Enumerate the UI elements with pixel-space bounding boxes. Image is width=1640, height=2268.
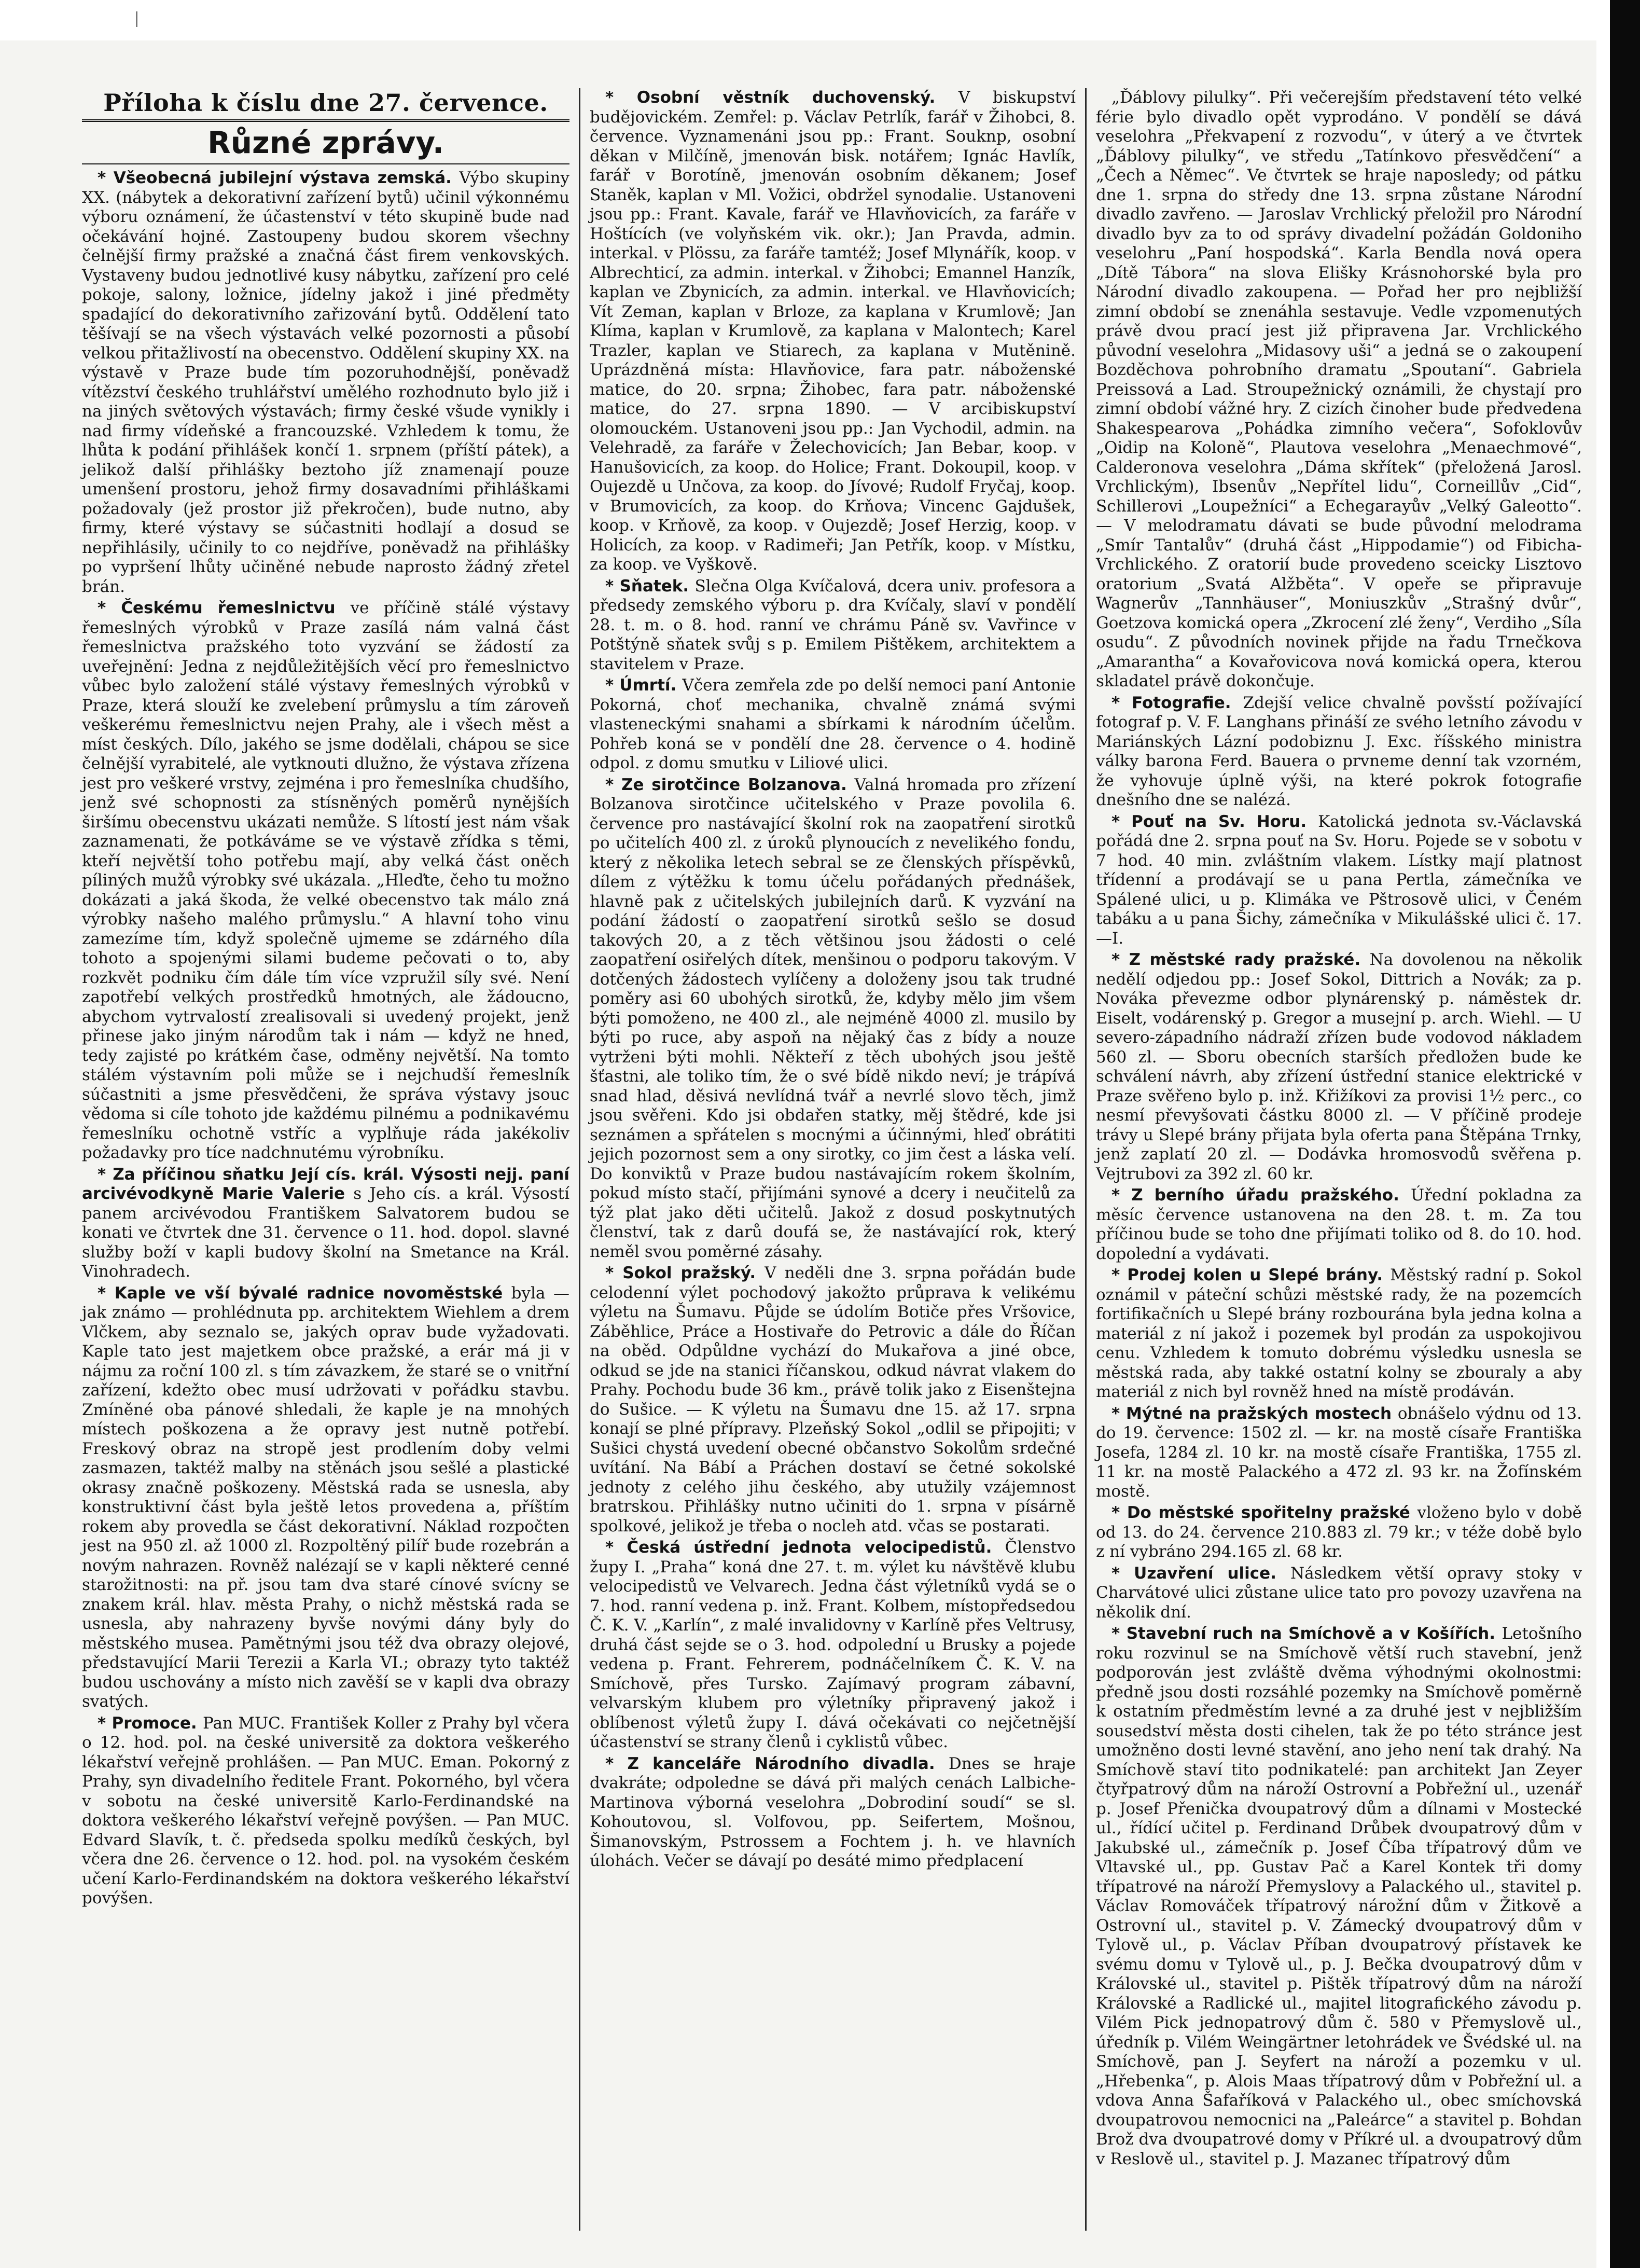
news-item-heading: * Osobní věstník duchovenský. (605, 88, 958, 107)
news-item (1096, 1564, 1582, 1623)
news-item-heading: * Uzavření ulice. (1111, 1564, 1290, 1583)
news-item-text: obnášelo výdnu od 13. do 19. července: 1502 zl. — kr. na mostě císaře Františka Josefa, 1284 zl. 10 kr. na mostě císaře Františka, 1755 zl. 11 kr. na mostě Palackého a 472 zl. 93 kr. na Žofínském mostě. (1096, 1404, 1582, 1501)
news-item-heading: * Sňatek. (605, 576, 695, 596)
news-item (590, 88, 1076, 575)
news-item-text: Slečna Olga Kvíčalová, dcera univ. profesora a předsedy zemského výboru p. dra Kvíčaly, slaví v pondělí 28. t. m. o 8. hod. ranní ve chrámu Páně sv. Vavřince v Potštýně sňatek svůj s p. Emilem Pištěkem, architektem a stavitelem v Praze. (590, 576, 1076, 673)
news-item-text: Letošního roku rozvinul se na Smíchově větší ruch stavební, jenž podporován jest zvláště dvěma výhodnými okolnostmi: předně jsou dosti rozsáhlé pozemky na Smíchově poměrně k ostatním předměstím levné a za druhé jest v nejbližším sousedství města dosti cihelen, tak že po této stránce jest umožněno dosti levné stavění, ano jeho není tak drahý. Na Smíchově staví tito podnikatelé: pan architekt Jan Zeyer čtyřpatrový dům na nároží Ostrovní a Pobřežní ul., uzenář p. Josef Přenička dvoupatrový dům a dílnami v Mostecké ul., řídící učitel p. Ferdinand Drůbek dvoupatrový dům v Jakubské ul., zámečník p. Josef Číba třípatrový dům ve Vltavské ul., pp. Gustav Pač a Karel Kontek tři domy třípatrové na nároží Přemyslovy a Palackého ul., stavitel p. Václav Romováček třípatrový nárožní dům v Žitkově a Ostrovní ul., stavitel p. V. Zámecký dvoupatrový dům v Tylově ul., p. Václav Příban dvoupatrový přístavek ke svému domu v Tylově ul., p. J. Bečka dvoupatrový dům v Královské ul., stavitel p. Pištěk třípatrový dům na nároží Královské a Radlické ul., majitel litografického závodu p. Vilém Pick jednopatrový dům č. 580 v Přemyslově ul., úředník p. Vilém Weingärtner letohrádek ve Švédské ul. na Smíchově, pan J. Seyfert na nároží a pozemku v ul. „Hřebenka“, p. Alois Maas třípatrový dům v Pobřežní ul. a vdova Anna Šafaříková v Palackého ul., obec smíchovská dvoupatrovou nemocnici na „Paleárce“ a stavitel p. Bohdan Brož dva dvoupatrové domy v Příkré ul. a dvoupatrový dům v Reslově ul., stavitel p. J. Mazanec třípatrový dům (1096, 1624, 1582, 2168)
news-item-heading: * Prodej kolen u Slepé brány. (1111, 1266, 1391, 1284)
news-item-text: Následkem větší opravy stoky v Charvátové ulici zůstane ulice tato pro povozy uzavřena na několik dní. (1096, 1564, 1582, 1622)
news-item-text: Na dovolenou na několik nedělí odjedou pp.: Josef Sokol, Dittrich a Novák; za p. Nováka převezme odbor plynárenský p. náměstek dr. Eiselt, vodárenský p. Gregor a musejní p. arch. Wiehl. — U severo-západního nádraží zřízen bude vodovod nákladem 560 zl. — Sboru obecních starších předložen bude ke schválení návrh, aby zřízení ústřední stanice elektrické v Praze svěřeno bylo p. inž. Křižíkovi za provisi 1½ perc., co nesmí převyšovati částku 8000 zl. — V příčině prodeje trávy u Slepé brány přijata byla oferta pana Štěpána Trnky, jenž zaplatí 20 zl. — Dodávka hromosvodů svěřena p. Vejtrubovi za 392 zl. 60 kr. (1096, 950, 1582, 1183)
news-item-text: „Ďáblovy pilulky“. Při večerejším představení této velké férie bylo divadlo opět vyprodáno. V pondělí se dává veselohra „Překvapení z rozvodu“, v úterý a ve čtvrtek „Ďáblovy pilulky“, ve středu „Tatínkovo přesvědčení“ a „Čech a Němec“. Ve čtvrtek se hraje naposledy; od pátku dne 1. srpna do středy dne 13. srpna zůstane Národní divadlo zavřeno. — Jaroslav Vrchlický přeložil pro Národní divadlo byv za to od správy divadelní požádán Goldoniho veselohru „Paní hospodská“. Karla Bendla nová opera „Dítě Tábora“ na slova Elišky Krásnohorské byla pro Národní divadlo zakoupena. — Pořad her pro nejbližší zimní období se znenáhla sestavuje. Vedle vzpomenutých právě dvou prací jest již připravena Jar. Vrchlického původní veselohra „Midasovy uši“ a jedná se o zakoupení Bozděchova pohrobního dramatu „Spoutaní“. Gabriela Preissová a Lad. Stroupežnický oznámili, že chystají pro zimní období vážné hry. Z cizích činoher bude předvedena Shakespearova „Pohádka zimního večera“, Sofoklovův „Oidip na Koloně“, Plautova veselohra „Menaechmové“, Calderonova veselohra „Dáma skřítek“ (přeložená Jarosl. Vrchlickým), Ibsenův „Nepřítel lidu“, Corneillův „Cid“, Schillerovi „Loupežníci“ a Echegarayův „Velký Galeotto“. — V melodramatu dávati se bude původní melodrama „Smír Tantalův“ (druhá část „Hippodamie“) od Fibicha-Vrchlického. Z oratorií bude provedeno sceicky Lisztovo oratorium „Svatá Alžběta“. V opeře se připravuje Wagnerův „Tannhäuser“, Moniuszkův „Strašný dvůr“, Goetzova komická opera „Zkrocení zlé ženy“, Verdiho „Síla osudu“. Z původních novinek přijde na řadu Trnečkova „Amarantha“ a Kovařovicova nová komická opera, kterou skladatel právě dokončuje. (1096, 88, 1582, 690)
news-item-heading: * Mýtné na pražských mostech (1111, 1404, 1398, 1423)
newspaper-page (73, 88, 1592, 2246)
news-item (82, 1714, 569, 1909)
news-item-heading: * Úmrtí. (605, 676, 683, 695)
news-item-heading: * Stavební ruch na Smíchově a v Košířích. (1111, 1624, 1502, 1643)
news-item (590, 1754, 1076, 1871)
news-item-text: Úřední pokladna za měsíc července ustanovena na den 28. t. m. Za tou příčinou bude se toho dne přijímati toliko od 8. do 10. hod. dopolední a vydávati. (1096, 1186, 1582, 1263)
page-top-margin (0, 0, 1640, 40)
column-2 (579, 88, 1085, 2231)
news-item-heading: * Pouť na Sv. Horu. (1111, 812, 1318, 831)
news-item (590, 776, 1076, 1262)
scan-mark (136, 11, 137, 27)
news-item-heading: * Z kanceláře Národního divadla. (605, 1754, 949, 1773)
news-item (82, 1165, 569, 1282)
column-3 (1085, 88, 1591, 2231)
column-2-text (590, 88, 1076, 1871)
news-item-text: vloženo bylo v době od 13. do 24. července 210.883 zl. 79 kr.; v téže době bylo z ní vybráno 294.165 zl. 68 kr. (1096, 1503, 1582, 1561)
news-item (1096, 1503, 1582, 1562)
news-item-text: Dnes se hraje dvakráte; odpoledne se dává při malých cenách Lalbiche-Martinova výborná veselohra „Dobrodiní soudí“ se sl. Kohoutovou, sl. Volfovou, pp. Seifertem, Mošnou, Šimanovským, Pstrossem a Fochtem j. h. ve hlavních úlohách. Večer se dávají po desáté mimo předplacení (590, 1754, 1076, 1870)
news-item-text: V biskupství budějovickém. Zemřel: p. Václav Petrlík, farář v Žihobci, 8. července. Vyznamenáni jsou pp.: Frant. Souknp, osobní děkan v Milčíně, jmenován bisk. notářem; Ignác Havlík, farář v Borotíně, jmenován osobním děkanem; Josef Staněk, kaplan v Ml. Vožici, obdržel synodalie. Ustanoveni jsou pp.: Frant. Kavale, farář ve Hlavňovicích, za faráře v Hoštících (ve volyňském vik. okr.); Jan Pravda, admin. interkal. v Plössu, za faráře tamtéž; Josef Mlynářík, koop. v Albrechticí, za admin. interkal. v Žihobci; Emannel Hanzík, kaplan ve Zbynicích, za admin. interkal. ve Hlavňovicích; Vít Zeman, kaplan v Brloze, za kaplana v Krumlově; Jan Klíma, kaplan v Krumlově, za kaplana v Malontech; Karel Trazler, kaplan ve Stiarech, za kaplana v Mutěnině. Uprázdněná místa: Hlavňovice, fara patr. náboženské matice, do 20. srpna; Žihobec, fara patr. náboženské matice, do 27. srpna 1890. — V arcibiskupství olomouckém. Ustanoveni jsou pp.: Jan Vychodil, admin. na Velehradě, za faráře v Želechovicích; Jan Bebar, koop. v Hanušovicích, za koop. do Holice; Frant. Dokoupil, koop. v Oujezdě u Unčova, za koop. do Jívové; Rudolf Fryčaj, koop. v Brumovicích, za koop. do Krňova; Vincenc Gajdušek, koop. v Krňově, za koop. v Oujezdě; Josef Herzig, koop. v Holicích, za koop. v Radimeři; Jan Petřík, koop. v Místku, za koop. ve Vyškově. (590, 88, 1076, 574)
page-right-margin (1596, 0, 1610, 2268)
news-item-text: Včera zemřela zde po delší nemoci paní Antonie Pokorná, choť mechanika, chvalně známá svými vlasteneckými snahami a sbírkami k národním účelům. Pohřeb koná se v pondělí dne 28. července o 4. hodině odpol. z domu smutku v Liliové ulici. (590, 676, 1076, 772)
news-item (82, 169, 569, 597)
column-1-text (82, 169, 569, 1909)
news-item-text: Členstvo župy I. „Praha“ koná dne 27. t. m. výlet ku návštěvě klubu velocipedistů ve Velvarech. Jedna část výletníků vydá se o 7. hod. ranní vedena p. inž. Frant. Kolbem, místopředsedou Č. K. V. „Karlín“, z malé invalidovny v Karlíně přes Veltrusy, druhá část sejde se o 3. hod. odpolední u Brusky a pojede vedena p. Frant. Fehrerem, podnáčelníkem Č. K. V. na Smíchově, přes Tursko. Zajímavý program zábavní, velvarským klubem pro výletníky připravený jakož i oblíbenost výletů župy I. dává očekávati co nejčetnější účastenství se strany členů i cyklistů vůbec. (590, 1538, 1076, 1751)
news-item-text: Městský radní p. Sokol oznámil v páteční schůzi městské rady, že na pozemcích fortifikačních u Slepé brány rozbourána byla jedna kolna a materiál z ní jakož i pozemek byl prodán za uspokojivou cenu. Vzhledem k tomuto dobrému výsledku usnesla se městská rada, aby takké ostatní kolny se zbouraly a aby materiál z nich byl rovněž hned na místě prodáván. (1096, 1266, 1582, 1401)
news-item-text: Pan MUC. František Koller z Prahy byl včera o 12. hod. pol. na české universitě za doktora veškerého lékařství veřejně prohlášen. — Pan MUC. Eman. Pokorný z Prahy, syn divadelního ředitele Frant. Pokorného, byl včera v sobotu na české universitě Karlo-Ferdinandské na doktora veškerého lékařství veřejně povýšen. — Pan MUC. Edvard Slavík, t. č. předseda spolku medíků českých, byl včera dne 26. července o 12. hod. pol. na vysokém českém učení Karlo-Ferdinandském na doktora veškerého lékařství povýšen. (82, 1713, 569, 1907)
news-item-heading: * Z berního úřadu pražského. (1111, 1186, 1411, 1205)
news-item-heading: * Kaple ve vší bývalé radnice novoměstské (98, 1283, 511, 1303)
news-item-heading: * Všeobecná jubilejní výstava zemská. (98, 169, 460, 187)
news-item-heading: * Českému řemeslnictvu (98, 599, 351, 617)
news-item (1096, 1186, 1582, 1264)
news-item-heading: * Do městské spořitelny pražské (1111, 1503, 1417, 1522)
scan-border (1610, 0, 1640, 2268)
news-item (1096, 1266, 1582, 1402)
news-item (1096, 812, 1582, 949)
news-item-text: Katolická jednota sv.-Václavská pořádá dne 2. srpna pouť na Sv. Horu. Pojede se v sobotu v 7 hod. 40 min. zvláštním vlakem. Lístky mají platnost třídenní a prodávají se u pana Pertla, zámečníka ve Spálené ulici, u p. Klimáka ve Pštrosově ulici, v Čeném tabáku a u pana Šichy, zámečníka v Mikulášské ulici č. 17.—I. (1096, 812, 1582, 948)
news-item (1096, 1404, 1582, 1502)
supplement-title: Příloha k číslu dne 27. července. (82, 88, 569, 122)
column-3-text (1096, 88, 1582, 2169)
news-item-heading: * Sokol pražský. (605, 1264, 765, 1282)
news-item-heading: * Za příčinou sňatku Její cís. král. Výsosti nejj. paní arcivévodkyně Marie Valerie (82, 1165, 569, 1203)
news-item-heading: * Česká ústřední jednota velocipedistů. (605, 1538, 1005, 1557)
news-item (590, 1538, 1076, 1752)
news-item-text: byla — jak známo — prohlédnuta pp. architektem Wiehlem a drem Vlčkem, aby seznalo se, jakých oprav bude vyžadovati. Kaple tato jest majetkem obce pražské, a erár má ji v nájmu za roční 100 zl. s tím závazkem, že staré se o vnitřní zařízení, kdežto obec musí udržovati v pořádku stavbu. Zmíněné oba pánové shledali, že kaple je na mnohých místech poškozena a že opravy jest nutně potřebí. Freskový obraz na stropě jest prodlením doby velmi zasmazen, taktéž malby na stěnách jsou sešlé a plastické okrasy značně poškozeny. Městská rada se usnesla, aby konstruktivní část byla ještě letos provedena a, příštím rokem aby provedla se část dekorativní. Náklad rozpočten jest na 950 zl. až 1000 zl. Rozpoltěný pilíř bude rozebrán a novým nahrazen. Rovněž nalézají se v kapli některé cenné starožitnosti: na př. jsou tam dva staré cínové svícny se znakem král. hlav. města Prahy, o nichž městská rada se usnesla, aby nahrazeny byvše novými dány byly do městského musea. Pamětnými jsou též dva obrazy olejové, představující Marii Terezii a Karla VI.; obrazy tyto taktéž budou uschovány a místo nich zavěší se v kapli dva obrazy svatých. (82, 1283, 569, 1711)
news-item-heading: * Ze sirotčince Bolzanova. (605, 775, 855, 794)
news-item (1096, 1624, 1582, 2169)
column-1 (73, 88, 579, 2231)
news-item-text: V neděli dne 3. srpna pořádán bude celodenní výlet pochodový jakožto průprava k velikému výletu na Šumavu. Půjde se údolím Botiče přes Vršovice, Záběhlice, Práce a Hostivaře do Petrovic a dále do Říčan na oběd. Odpůldne vychází do Mukařova a jiné obce, odkud se jde na stanici říčanskou, odkud návrat vlakem do Prahy. Pochodu bude 36 km., právě tolik jako z Eisenštejna do Sušice. — K výletu na Šumavu dne 15. až 17. srpna konají se plné přípravy. Plzeňský Sokol „odlil se připojiti; v Sušici chystá uvedení obecné občanstvo Sokolům srdečné uvítání. Na Bábí a Práchen dostaví se četné sokolské jednoty z celého jihu českého, aby utužily vzájemnost bratrskou. Přihlášky nutno učiniti do 1. srpna v písárně spolkové, jelikož je třeba o nocleh atd. včas se postarati. (590, 1264, 1076, 1536)
news-item-text: Zdejší velice chvalně povšstí požívající fotograf p. V. F. Langhans přináší ze svého letního závodu v Mariánských Lázní podobiznu J. Exc. říšského ministra války barona Ferd. Bauera o prvneme denní tak vzorném, že vyhovuje úplně výši, na které pokrok fotografie dnešního dne se nalézá. (1096, 693, 1582, 809)
news-item (590, 1264, 1076, 1536)
news-item (82, 1284, 569, 1712)
news-item (82, 599, 569, 1163)
news-item (1096, 88, 1582, 692)
news-item-text: s Jeho cís. a král. Výsostí panem arcivévodou Františkem Salvatorem budou se konati ve čtvrtek dne 31. července o 11. hod. dopol. slavné služby boží v kapli budovy školní na Smetance na Král. Vinohradech. (82, 1184, 569, 1281)
news-item (1096, 950, 1582, 1184)
news-item-text: ve příčině stálé výstavy řemeslných výrobků v Praze zasílá nám valná část řemeslnictva pražského toto vyzvání se žádostí za uveřejnění: Jedna z nejdůležitějších věcí pro řemeslnictvo vůbec bylo založení stálé výstavy řemeslných výrobků v Praze, která slouží ke zvelebení průmyslu a tím zároveň veškerému řemeslnictvu nejen Prahy, ale i všech měst a míst českých. Dílo, jakého se jsme dodělali, chápou se sice čelnější vyrabitelé, ale vytknouti dlužno, že výstava zřízena jest pro veškeré vrstvy, zejména i pro řemeslníka chudšího, jenž své schopnosti za stísněných poměrů nynějších širšímu obecenstvu ukázati nemůže. S lítostí jest nám však zaznamenati, že potkáváme se ve výstavě zřídka s těmi, kteří největší toho potřebu mají, aby velká část oněch píliných mužů výrobky své ukázala. „Hleďte, čeho tu možno dokázati a jaká škoda, že velké obecenstvo tak málo zná výrobky našeho malého průmyslu.“ A hlavní toho vinu zamezíme tím, když společně ujmeme se zdárného díla tohoto a spojenými silami budeme pečovati o to, aby rozkvět podniku čím dále tím více vzpružil síly své. Není zapotřebí velkých prostředků hmotných, ale žádoucno, abychom vytrvalostí zrealisovali si uvedený projekt, jenž přinese jako jiným národům tak i nám — když ne hned, tedy zajisté po krátkém čase, odměny největší. Na tomto stálém výstavním poli může se i nejchudší řemeslník súčastniti a jsme přesvědčeni, že správa výstavy jsouc vědoma si cíle tohoto jde každému pilnému a podnikavému řemeslníku ochotně vstříc a vyplňuje ráda jakékoliv požadavky pro tíce nadchnutému výrobníku. (82, 599, 569, 1162)
news-item-heading: * Fotografie. (1111, 693, 1243, 712)
news-item (1096, 694, 1582, 810)
news-item-text: Valná hromada pro zřízení Bolzanova sirotčince učitelského v Praze povolila 6. července pro nastávající školní rok na zaopatření sirotků po učitelích 400 zl. z úroků plynoucích z nevelikého fondu, který z několika letech sebral se ze členských příspěvků, dílem z výtěžku k tomu účelu pořádaných přednášek, hlavně pak z učitelských jubilejních darů. K vyzvání na podání žádostí o zaopatření sirotků sešlo se dosud takových 20, a z těch většinou jsou žádosti o celé zaopatření osiřelých dítek, menšinou o podporu takovým. V dotčených žádostech vylíčeny a doloženy jsou tak trudné poměry asi 60 ubohých sirotků, že, kdyby mělo jim všem býti pomoženo, ne 400 zl., ale nejméně 4000 zl. musilo by býti po ruce, aby aspoň na nějaký čas z bídy a nouze vytrženi býti mohli. Někteří z těch ubohých jsou ještě šťastni, ale toliko tím, že o své bídě nikdo neví; je trápívá snad hlad, děsivá nevlídná tvář a nevrlé slovo těch, jimž jsou svěřeni. Kdo jsi obdařen statky, měj štědré, kde jsi seznámen a spřátelen s mocnými a účinnými, hleď obrátiti jejich pozornost sem a ony sirotky, co jim čest a láska velí. Do konviktů v Praze budou nastávajícím rokem školním, pokud místo stačí, přijímáni synové a dcery i neučitelů za týž plat jako děti učitelů. Jakož z dosud poskytnutých členství, tak z darů doufá se, že nastávající rok, který neměl svou poměrné zásahy. (590, 775, 1076, 1261)
news-item (590, 676, 1076, 773)
news-item-text: Výbo skupiny XX. (nábytek a dekorativní zařízení bytů) učinil výkonnému výboru oznámení, že účastenství v této skupině bude nad očekávání hojné. Zastoupeny budou skorem všechny čelnější firmy pražské a značná část firem venkovských. Vystaveny budou jednotlivé kusy nábytku, zařízení pro celé pokoje, salony, ložnice, jídelny jakož i jiné předměty spadající do dekorativního zařizování bytů. Oddělení tato těšívají se na všech výstavách velké pozornosti a působí velkou přitažlivostí na obecenstvo. Oddělení skupiny XX. na výstavě v Praze bude tím pozoruhodnější, poněvadž vítězství českého truhlářství umělého rozhodnuto bylo již i na jiných světových výstavách; firmy české všude vynikly i nad firmy vídeňské a francouzské. Vzhledem k tomu, že lhůta k podání přihlášek končí 1. srpnem (příští pátek), a jelikož další přihlášky beztoho jíž znamenají pouze umenšení prostoru, jehož firmy dosavadními přihláškami požadovaly (jež prostor již překročen), bude nutno, aby firmy, které výstavy se súčastniti hodlají a dosud se nepřihlásily, učinily to co nejdříve, poněvadž na přihlášky po vypršení lhůty učiněné nebude naprosto žádný zřetel brán. (82, 169, 569, 596)
news-item-heading: * Z městské rady pražské. (1111, 950, 1370, 969)
news-item (590, 577, 1076, 674)
news-item-heading: * Promoce. (98, 1713, 203, 1733)
section-title: Různé zprávy. (82, 122, 569, 164)
